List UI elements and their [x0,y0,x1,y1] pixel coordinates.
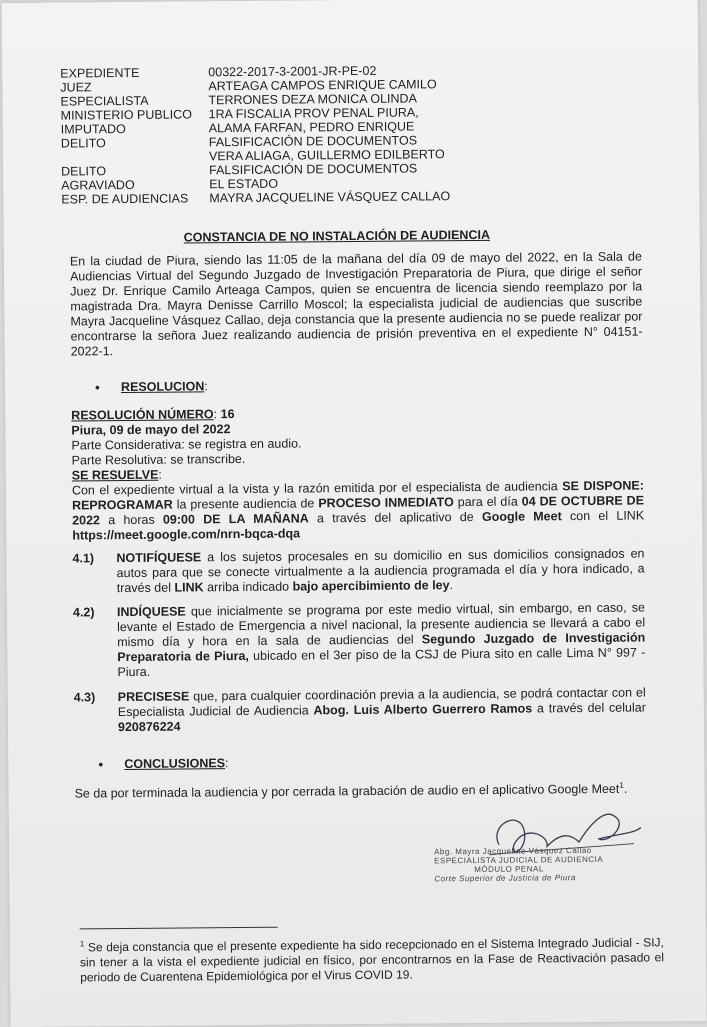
stamp-line: ESPECIALISTA JUDICIAL DE AUDIENCIA [434,854,604,866]
resolution-number-label: RESOLUCIÓN NÚMERO [71,407,214,423]
text-span: a través del celular [532,700,646,716]
text-span: a horas [99,512,164,528]
resolucion-heading: RESOLUCION [120,379,205,395]
header-row [61,188,541,206]
meet-link[interactable]: https://meet.google.com/nrn-bqca-dqa [72,526,301,543]
text-span: que, para cualquier coordinación previa a la audiencia, se podrá contactar con el Especialista Judicial de Audiencia [117,685,646,720]
resolucion-section-heading [71,375,643,395]
header-label: JUEZ [60,80,92,95]
footnote-marker: 1 [619,780,624,790]
stamp-line: MÓDULO PENAL [474,864,544,874]
resolution-date: Piura, 09 de mayo del 2022 [71,422,231,438]
text-span: que inicialmente se programa por este medio virtual, sin embargo, en caso, se levante el Estado de Emergencia a nivel nacional, la presente audiencia se llevará a cabo el mismo día y hora en la sala de audiencias del [117,600,646,650]
text-span: NOTIFÍQUESE [116,550,202,566]
header-label [61,149,209,164]
text-span: arriba indicado [203,579,293,595]
conclusiones-heading: CONCLUSIONES [124,756,226,772]
header-value: TERRONES DEZA MONICA OLINDA [208,91,417,108]
text-span: para el día [453,494,522,510]
item-number: 4.1) [72,551,95,566]
parte-resolutiva: Parte Resolutiva: se transcribe. [71,451,246,468]
header-label: DELITO [60,136,106,151]
resolution-paragraph [72,478,645,543]
header-label: ESP. DE AUDIENCIAS [61,191,189,207]
stamp-line: Corte Superior de Justicia de Piura [434,873,576,884]
text-span: a los sujetos procesales en su domicilio en sus domicilios consignados en autos para que se conecte virtualmente a la audiencia programada el día y hora indicado, a través del [116,546,645,596]
text-span: 04 DE OCTUBRE DE 2022 [72,493,645,528]
item-number: 4.2) [72,605,95,620]
header-label: AGRAVIADO [61,177,135,193]
text-span: 09:00 DE LA MAÑANA [162,511,309,527]
header-value: FALSIFICACIÓN DE DOCUMENTOS [209,161,418,178]
item-4-3 [74,685,646,735]
resolution-block [71,403,644,543]
text-span: . [449,578,454,593]
resolution-number-value: 16 [220,407,235,422]
footnote-divider [80,927,278,930]
text-span: Segundo Juzgado de Investigación Preparatoria de Piura, [117,630,646,665]
header-label: EXPEDIENTE [60,65,140,81]
header-value: ARTEAGA CAMPOS ENRIQUE CAMILO [208,77,437,94]
text-span: a través del aplicativo de [308,509,482,526]
header-label: IMPUTADO [60,121,126,137]
se-resuelve-label: SE RESUELVE [71,467,159,483]
se-resuelve-colon: : [158,467,162,482]
heading-colon: : [204,379,208,394]
parte-considerativa: Parte Considerativa: se registra en audio. [71,436,302,453]
header-value: 00322-2017-3-2001-JR-PE-02 [208,63,377,80]
text-span: bajo apercibimiento de ley [292,578,450,594]
stamp-line: Abg. Mayra Jacqueline Vásquez Callao [434,845,592,857]
heading-colon: : [224,756,229,771]
document-title: CONSTANCIA DE NO INSTALACIÓN DE AUDIENCIA [183,227,491,245]
footnote-marker: 1 [79,939,85,949]
header-label: DELITO [61,164,107,179]
text-span: PRECISESE [117,689,190,705]
signature-stamp [434,846,603,883]
item-number: 4.3) [73,690,96,705]
conclusiones-section-heading [74,752,646,772]
text-span: 920876224 [117,719,181,735]
text-span: la presente audiencia de [172,496,319,512]
footnote [80,931,664,985]
bullet-icon: • [98,756,104,773]
intro-paragraph: En la ciudad de Piura, siendo las 11:05 de la mañana del día 09 de mayo del 2022, en la Sala de Audiencias Virtual del Segundo Juzgado de Investigación Preparatoria de Piura, que dirige el señor Juez Dr. Enrique Camilo Arteaga Campos, quien se encuentra de licencia siendo reemplazo por la magistrada Dra. Mayra Denisse Carrillo Moscol; la especialista judicial de audiencias que suscribe Mayra Jacqueline Vásquez Callao, deja constancia que la presente audiencia no se puede realizar por encontrarse la señora Juez realizando audiencia de prisión preventiva en el expediente N° 04151-2022-1. [69,249,643,359]
header-label: ESPECIALISTA [60,93,149,109]
text-span: Google Meet [481,509,562,524]
text-span: Con el expediente virtual a la vista y la razón emitida por el especialista de audiencia [71,479,563,498]
text-span: LINK [174,580,204,595]
text-span: con el LINK [561,508,645,524]
text-span: PROCESO INMEDIATO [318,495,454,511]
header-value: MAYRA JACQUELINE VÁSQUEZ CALLAO [209,189,451,206]
item-4-1 [72,546,644,596]
closing-paragraph [74,777,646,801]
document-page [2,0,707,1027]
header-label: MINISTERIO PUBLICO [60,107,192,123]
bullet-icon: • [94,379,100,396]
header-value: EL ESTADO [209,176,279,192]
resolution-number-sep: : [213,407,218,422]
item-4-2 [73,600,646,680]
case-header [60,62,541,206]
text-span: ubicado en el 3er piso de la CSJ de Piura sito en calle Lima N° 997 - Piura. [117,645,646,680]
footnote-text: Se deja constancia que el presente expediente ha sido recepcionado en el Sistema Integrado Judicial - SIJ, sin tener a la vista el expediente judicial en físico, por encontrarnos en la Fase de Reactivación pasado el periodo de Cuarentena Epidemiológica por el Virus COVID 19. [79,935,665,985]
text-span: Abog. Luis Alberto Guerrero Ramos [313,701,533,718]
text-span: SE DISPONE: REPROGRAMAR [71,478,644,513]
text-span: Se da por terminada la audiencia y por cerrada la grabación de audio en el aplicativo Google Meet [74,781,620,801]
header-value: 1RA FISCALIA PROV PENAL PIURA, [208,105,419,122]
header-value: FALSIFICACIÓN DE DOCUMENTOS [208,133,418,150]
header-value: VERA ALIAGA, GUILLERMO EDILBERTO [208,147,445,164]
text-span: INDÍQUESE [116,604,186,620]
header-value: ALAMA FARFAN, PEDRO ENRIQUE [208,119,415,136]
text-span: . [623,781,628,796]
